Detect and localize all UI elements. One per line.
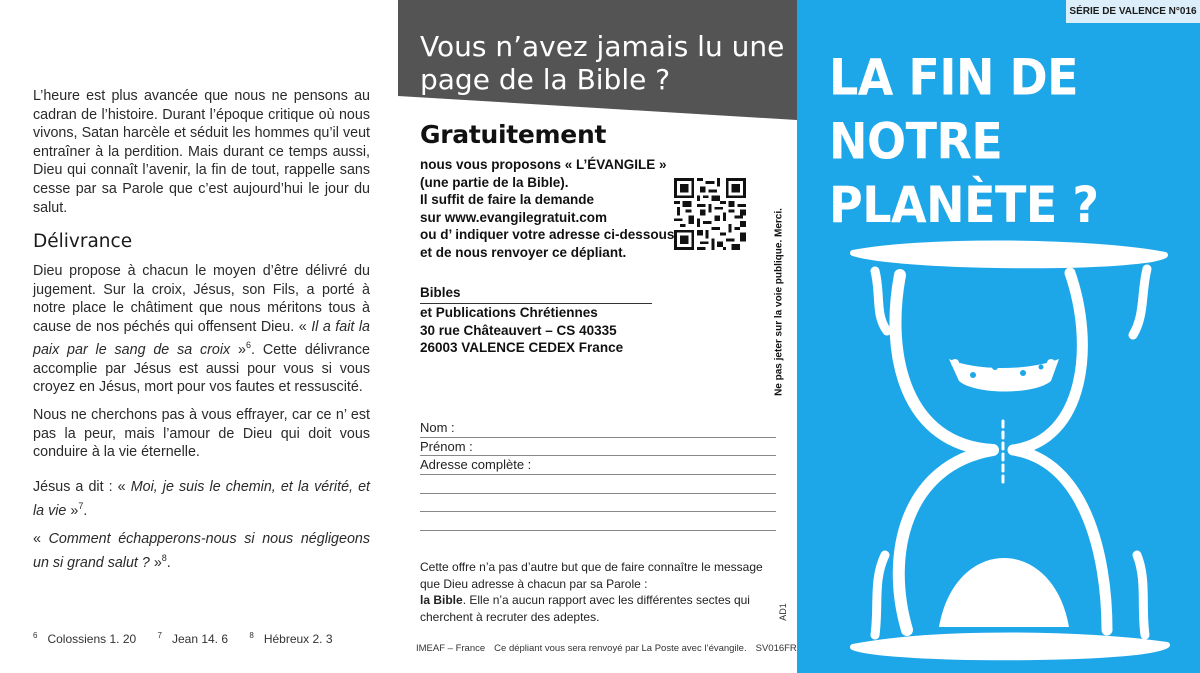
delivrance-paragraph: Dieu propose à chacun le moyen d’être délivré du jugement. Sur la croix, Jésus, son Fils, a porté à notre place le châtiment que nous méritons tous à cause de nos péchés qui offensent Dieu. « Il a fait la paix par le sang de sa croix »$^6$. Cette délivrance accomplie par Jésus est aussi pour vous si vous croyez en Jésus, mort pour vos fautes et ressuscité. xyxy=(33,263,371,396)
cover-title: LA FIN DE NOTRE PLANÈTE ? xyxy=(829,48,1099,234)
footnote: $^6$ Colossiens 1. 20 xyxy=(33,631,137,646)
ad-code: AD1 xyxy=(778,603,788,621)
middle-panel xyxy=(398,0,797,673)
hourglass-illustration xyxy=(845,235,1175,665)
scripture-quote: Il a fait la paix par le sang de sa croix xyxy=(33,318,371,359)
postal-address: Bibles et Publications Chrétiennes 30 rue Châteauvert – CS 40335 26003 VALENCE CEDEX France xyxy=(420,284,652,357)
intro-paragraph: L’heure est plus avancée que nous ne pensons au cadran de l’histoire. Durant l’époque critique où nous vivons, Satan harcèle et séduit les hommes qu’il veut entraîner à la perdition. Mais durant ce temps aussi, Dieu qui connaît l’avenir, la fin de tout, rappelle sans cesse par sa Parole que c’est aujourd’hui le jour du salut. xyxy=(33,88,370,216)
address-line-field[interactable] xyxy=(420,475,776,494)
litter-notice: Ne pas jeter sur la voie publique. Merci. xyxy=(773,208,785,396)
scripture-quote: Moi, je suis le chemin, et la vérité, et la vie xyxy=(33,479,370,519)
address-line-field[interactable] xyxy=(420,512,776,531)
footnote: $^7$ Jean 14. 6 xyxy=(157,631,229,646)
name-field[interactable]: Nom : xyxy=(420,419,776,438)
series-badge: SÉRIE DE VALENCE N°016 xyxy=(1066,0,1200,23)
salvation-quote-paragraph: « Comment échapperons-nous si nous négligeons un si grand salut ? »$^8$. xyxy=(33,531,370,571)
address-field[interactable]: Adresse complète : xyxy=(420,456,776,475)
print-info: IMEAF – France Ce dépliant vous sera renvoyé par La Poste avec l’évangile. SV016FR xyxy=(416,643,797,654)
footnote-ref: 6 xyxy=(246,340,252,351)
scripture-quote: Comment échapperons-nous si nous négligeons un si grand salut ? xyxy=(33,531,370,571)
banner-title: Vous n’avez jamais lu une page de la Bible ? xyxy=(420,30,785,96)
address-line-field[interactable] xyxy=(420,494,776,513)
footnote-ref: 7 xyxy=(78,500,84,511)
disclaimer: Cette offre n’a pas d’autre but que de faire connaître le message que Dieu adresse à chacun par sa Parole : la Bible. Elle n’a aucun rapport avec les différentes sectes qui cherchent à recruter des adeptes. xyxy=(420,560,763,624)
left-panel xyxy=(0,0,398,673)
cover-panel xyxy=(797,0,1200,673)
footnote: $^8$ Hébreux 2. 3 xyxy=(249,631,333,646)
jesus-quote-paragraph: Jésus a dit : « Moi, je suis le chemin, et la vérité, et la vie »$^7$. xyxy=(33,479,370,519)
section-heading: Délivrance xyxy=(33,231,133,252)
firstname-field[interactable]: Prénom : xyxy=(420,438,776,457)
reply-form xyxy=(420,419,776,531)
qr-code-icon[interactable] xyxy=(674,178,746,250)
love-paragraph: Nous ne cherchons pas à vous effrayer, car ce n’ est pas la peur, mais l’amour de Dieu qui doit vous conduire à la vie éternelle. xyxy=(33,407,370,461)
offer-text: nous vous proposons « L’ÉVANGILE » (une partie de la Bible). Il suffit de faire la demande sur www.evangilegratuit.com ou d’ indiquer votre adresse ci-dessous et de nous renvoyer ce dépliant. xyxy=(420,157,675,260)
footnotes xyxy=(33,631,351,646)
website-link[interactable]: www.evangilegratuit.com xyxy=(444,209,608,225)
free-heading: Gratuitement xyxy=(420,120,607,149)
footnote-ref: 8 xyxy=(161,552,167,563)
